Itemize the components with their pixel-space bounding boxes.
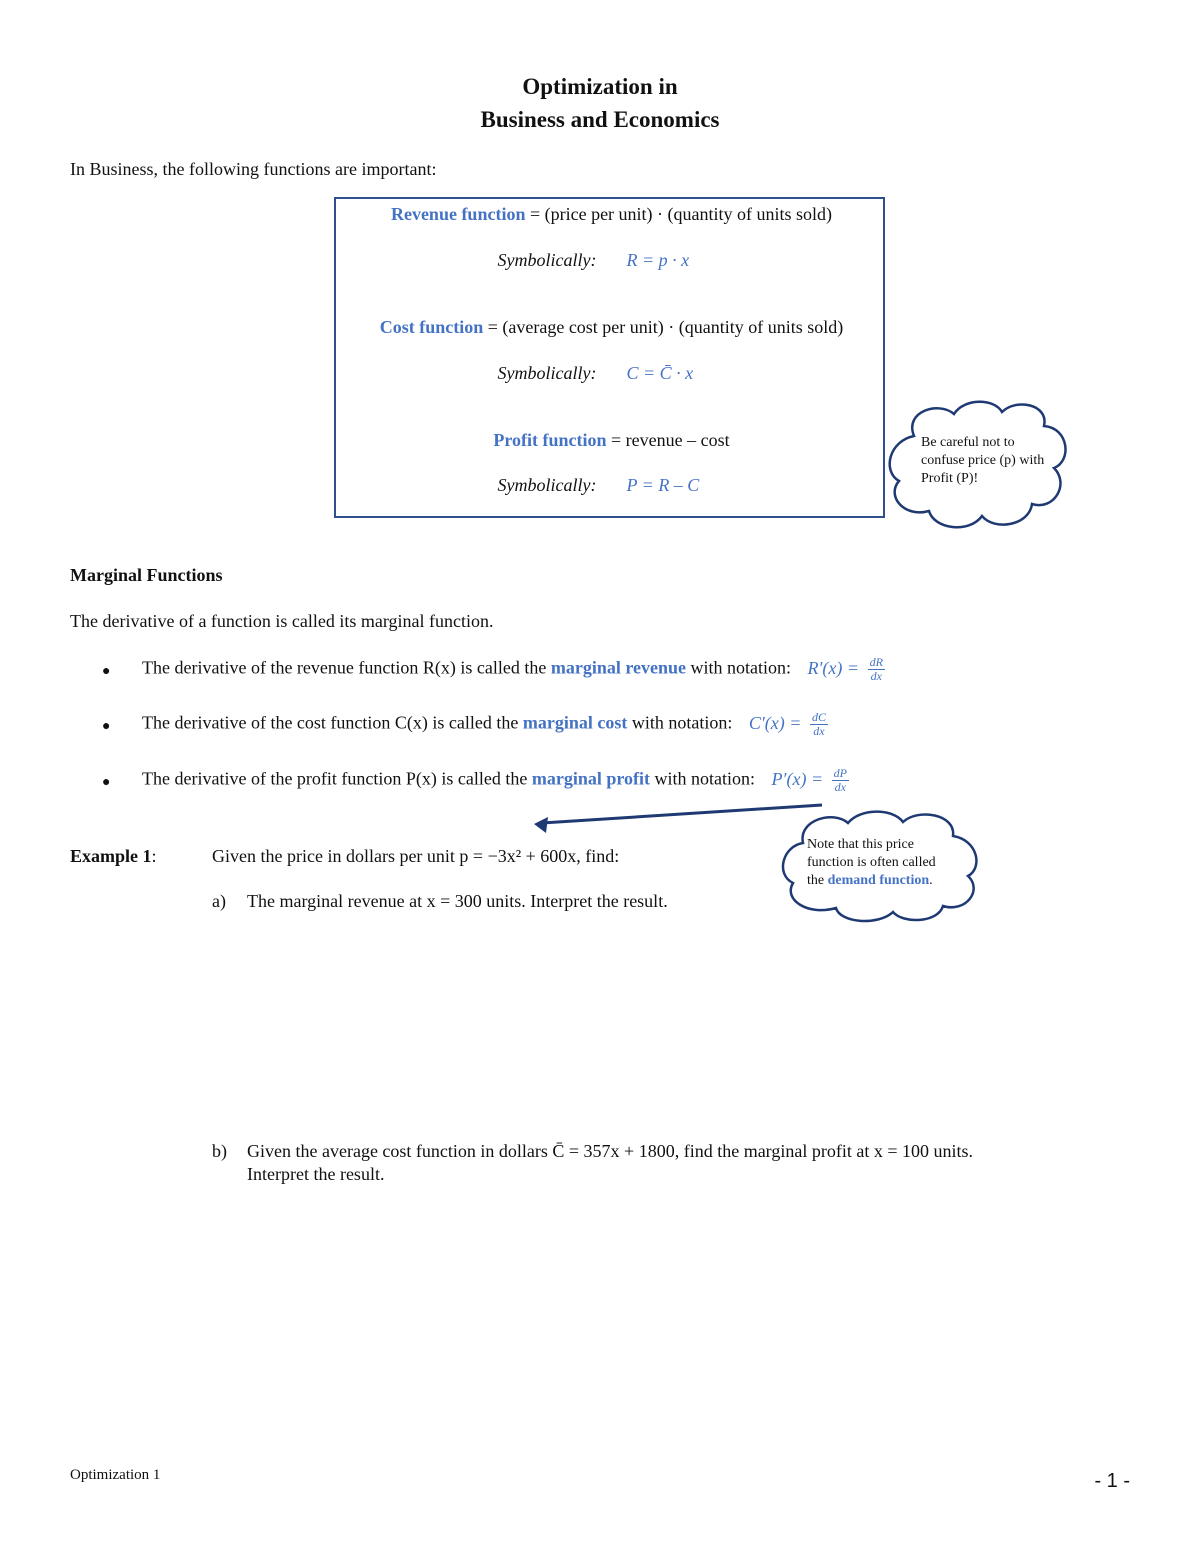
example-label bbox=[70, 846, 157, 867]
part-b-label: b) bbox=[212, 1141, 227, 1161]
cost-term: Cost function bbox=[379, 317, 484, 337]
bullet-profit-post: with notation: bbox=[650, 768, 756, 789]
bullet-revenue-post: with notation: bbox=[686, 657, 791, 678]
bullet-revenue-pre: The derivative of the revenue function R(x) is called the bbox=[142, 657, 551, 678]
example-label-colon: : bbox=[151, 846, 157, 866]
frac-num: dP bbox=[833, 766, 847, 780]
intro-text: In Business, the following functions are important: bbox=[70, 159, 437, 179]
bullet-icon: ● bbox=[102, 775, 111, 790]
revenue-term: Revenue function bbox=[390, 204, 526, 224]
cost-sym-label: Symbolically: bbox=[497, 363, 597, 383]
bullet-profit bbox=[142, 767, 849, 794]
frac-num: dC bbox=[811, 710, 826, 724]
footer-left: Optimization 1 bbox=[70, 1467, 161, 1483]
marginal-heading: Marginal Functions bbox=[70, 565, 223, 585]
definitions-box bbox=[334, 197, 885, 518]
part-a-label: a) bbox=[212, 891, 226, 911]
page-title-line2: Business and Economics bbox=[480, 107, 720, 132]
cloud2-line3-pre: the bbox=[807, 873, 828, 888]
cost-def: = (average cost per unit) · (quantity of units sold) bbox=[483, 317, 844, 337]
bullet-profit-fraction bbox=[832, 767, 849, 794]
bullet-cost-pre: The derivative of the cost function C(x) is called the bbox=[142, 712, 523, 733]
bullet-revenue bbox=[142, 656, 885, 683]
example-given: Given the price in dollars per unit p = −3x² + 600x, find: bbox=[212, 846, 620, 866]
profit-def: = revenue – cost bbox=[606, 430, 730, 450]
profit-sym-label: Symbolically: bbox=[497, 475, 597, 495]
cost-definition bbox=[336, 317, 887, 338]
bullet-cost-notation: C′(x) = bbox=[748, 712, 802, 733]
cloud2-line3-post: . bbox=[929, 873, 933, 888]
cloud1-line1: Be careful not to bbox=[921, 435, 1015, 450]
part-b-text1: Given the average cost function in dollars C̄ = 357x + 1800, find the marginal profit at x = 100 units. bbox=[247, 1141, 973, 1161]
cost-symbolic bbox=[336, 363, 887, 384]
marginal-intro: The derivative of a function is called its marginal function. bbox=[70, 611, 494, 631]
revenue-def: = (price per unit) · (quantity of units sold) bbox=[525, 204, 833, 224]
example-label-text: Example 1 bbox=[70, 846, 152, 866]
bullet-profit-pre: The derivative of the profit function P(x) is called the bbox=[142, 768, 532, 789]
cloud2-demand-term: demand function bbox=[827, 873, 930, 888]
cloud2-line2: function is often called bbox=[807, 855, 936, 870]
revenue-symbolic bbox=[336, 250, 887, 271]
bullet-icon: ● bbox=[102, 664, 111, 679]
page-title-line1: Optimization in bbox=[522, 74, 678, 99]
cloud1-line2: confuse price (p) with bbox=[921, 453, 1045, 468]
revenue-sym-label: Symbolically: bbox=[497, 250, 597, 270]
frac-num: dR bbox=[869, 655, 883, 669]
frac-den: dx bbox=[813, 724, 825, 738]
cloud1-line3: Profit (P)! bbox=[921, 471, 979, 486]
bullet-cost-post: with notation: bbox=[627, 712, 733, 733]
revenue-sym: R = p · x bbox=[626, 250, 690, 270]
bullet-profit-term: marginal profit bbox=[531, 768, 651, 789]
part-b-text2: Interpret the result. bbox=[247, 1164, 385, 1184]
bullet-revenue-notation: R′(x) = bbox=[807, 657, 860, 678]
profit-symbolic bbox=[336, 475, 887, 496]
profit-term: Profit function bbox=[493, 430, 607, 450]
cost-sym: C = C̄ · x bbox=[626, 363, 694, 383]
profit-sym: P = R – C bbox=[626, 475, 700, 495]
frac-den: dx bbox=[870, 669, 882, 683]
bullet-cost bbox=[142, 711, 828, 738]
bullet-revenue-term: marginal revenue bbox=[550, 657, 686, 678]
revenue-definition bbox=[336, 204, 887, 225]
profit-definition bbox=[336, 430, 887, 451]
bullet-icon: ● bbox=[102, 719, 111, 734]
bullet-profit-notation: P′(x) = bbox=[771, 768, 824, 789]
bullet-cost-fraction bbox=[810, 711, 828, 738]
bullet-cost-term: marginal cost bbox=[522, 712, 628, 733]
page-number: - 1 - bbox=[1094, 1470, 1130, 1492]
frac-den: dx bbox=[834, 780, 846, 794]
cloud2-line3 bbox=[807, 872, 933, 890]
cloud2-line1: Note that this price bbox=[807, 837, 914, 852]
bullet-revenue-fraction bbox=[868, 656, 885, 683]
part-a-text: The marginal revenue at x = 300 units. Interpret the result. bbox=[247, 891, 668, 911]
